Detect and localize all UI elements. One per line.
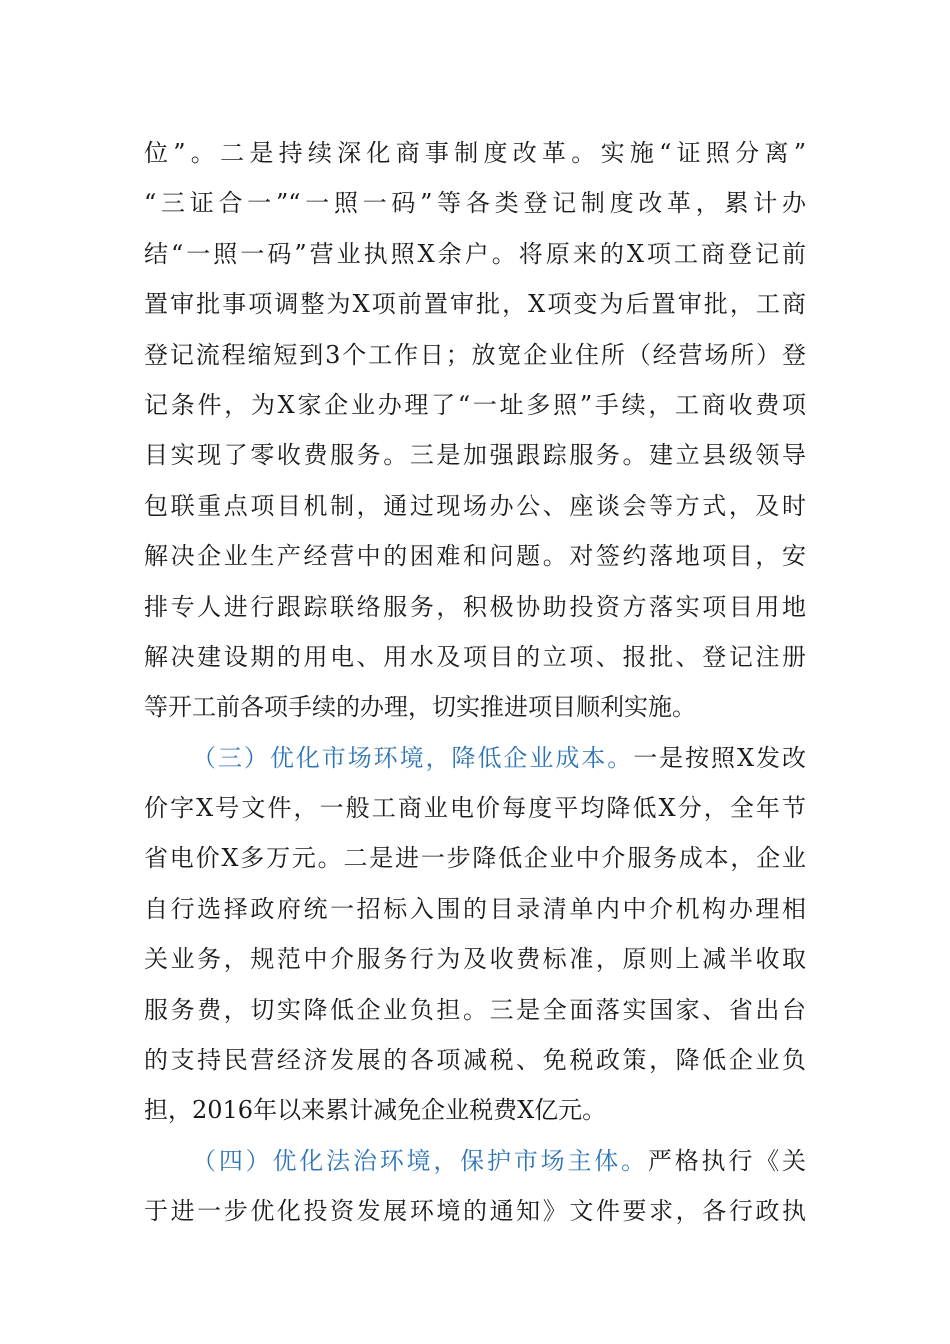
section-4-first-line <box>144 1136 806 1186</box>
text-line: 解决企业生产经营中的困难和问题。对签约落地项目，安 <box>144 542 806 571</box>
text-line: 置审批事项调整为X项前置审批，X项变为后置审批，工商 <box>144 290 806 319</box>
document-page <box>144 128 806 1237</box>
text-line: 登记流程缩短到3个工作日；放宽企业住所（经营场所）登 <box>144 340 806 369</box>
text-line: 位”。二是持续深化商事制度改革。实施“证照分离” <box>144 139 806 167</box>
text-line: 解决建设期的用电、用水及项目的立项、报批、登记注册 <box>144 642 806 671</box>
text-line: 记条件，为X家企业办理了“一址多照”手续，工商收费项 <box>144 390 806 419</box>
text-line: “三证合一”“一照一码”等各类登记制度改革，累计办 <box>144 189 806 218</box>
section-3-text: 一是按照X发改 <box>633 743 807 772</box>
text-line: 的支持民营经济发展的各项减税、免税政策，降低企业负 <box>144 1046 806 1075</box>
text-line: 担，2016年以来累计减免企业税费X亿元。 <box>144 1096 607 1125</box>
text-line: 目实现了零收费服务。三是加强跟踪服务。建立县级领导 <box>144 441 806 470</box>
text-line: 省电价X多万元。二是进一步降低企业中介服务成本，企业 <box>144 844 806 873</box>
section-4-text: 严格执行《关 <box>647 1146 807 1175</box>
text-line: 包联重点项目机制，通过现场办公、座谈会等方式，及时 <box>144 491 806 520</box>
text-line: 等开工前各项手续的办理，切实推进项目顺利实施。 <box>144 693 696 722</box>
text-line: 关业务，规范中介服务行为及收费标准，原则上减半收取 <box>144 945 806 974</box>
text-line: 于进一步优化投资发展环境的通知》文件要求，各行政执 <box>144 1197 806 1226</box>
text-line: 自行选择政府统一招标入围的目录清单内中介机构办理相 <box>144 894 806 923</box>
section-3-heading: （三）优化市场环境，降低企业成本。 <box>192 743 634 772</box>
section-4-heading: （四）优化法治环境，保护市场主体。 <box>192 1146 648 1175</box>
text-line: 价字X号文件，一般工商业电价每度平均降低X分，全年节 <box>144 794 806 823</box>
text-line: 结“一照一码”营业执照X余户。将原来的X项工商登记前 <box>144 239 806 268</box>
text-line: 排专人进行跟踪联络服务，积极协助投资方落实项目用地 <box>144 592 806 621</box>
section-3-first-line <box>144 733 806 783</box>
text-line: 服务费，切实降低企业负担。三是全面落实国家、省出台 <box>144 995 806 1024</box>
